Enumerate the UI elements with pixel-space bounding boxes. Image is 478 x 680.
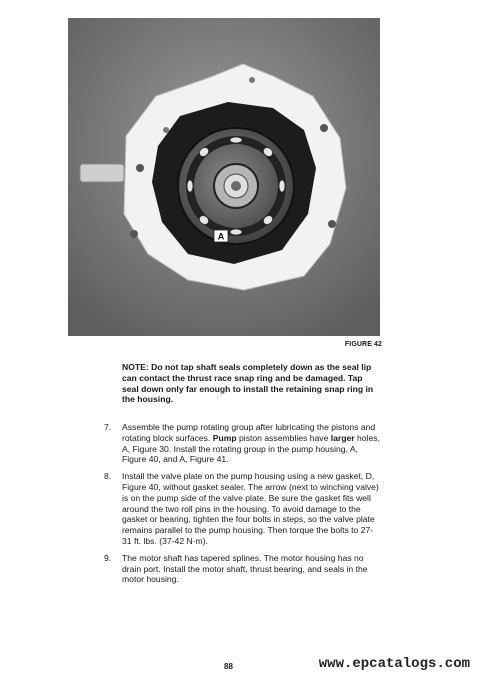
step-list [104,422,380,591]
bolt-hole [163,127,169,133]
shaft [80,164,124,182]
step-number: 7. [104,422,112,432]
bolt-hole [328,220,336,228]
step-7 [104,422,380,465]
step-text: Install the valve plate on the pump housing using a new gasket, D, Figure 40, without gasket sealer. The arrow (next to winching valve) is on the pump side of the valve plate. Be sure the gasket fits well around the two roll pins in the housing. To avoid damage to the gasket or bearing, tighten the four bolts in steps, so the valve plate remains parallel to the pump housing. Then torque the bolts to 27-31 ft. lbs. (37-42 N·m). [122,471,379,546]
step-number: 8. [104,471,112,482]
bolt-hole [136,164,144,172]
note-paragraph: NOTE: Do not tap shaft seals completely down as the seal lip can contact the thrust race snap ring and be damaged. Tap seal down only far enough to install the retaining snap ring in the housing. [122,362,374,405]
step-8 [104,471,380,547]
step-text: Assemble the pump rotating group after lubricating the pistons and rotating block surfaces. Pump piston assemblies have larger holes, A, Figure 30. Install the rotating group in the pump housing, A, Figure 40, and A, Figure 41. [122,422,380,465]
watermark: www.epcatalogs.com [318,656,470,672]
bolt-hole [249,77,255,83]
figure-caption: FIGURE 42 [344,341,382,348]
marker-a-label: A [217,231,225,242]
step-text: The motor shaft has tapered splines. The motor housing has no drain port. Install the motor shaft, thrust bearing, and seals in the motor housing. [122,552,368,585]
pump-housing-illustration [68,18,380,336]
shaft-center [231,181,241,191]
bolt-hole [130,230,138,238]
step-9 [104,553,380,585]
bolt-hole [320,124,328,132]
page-number: 88 [224,662,233,671]
figure-42-photo [68,18,380,336]
step-number: 9. [104,552,112,563]
